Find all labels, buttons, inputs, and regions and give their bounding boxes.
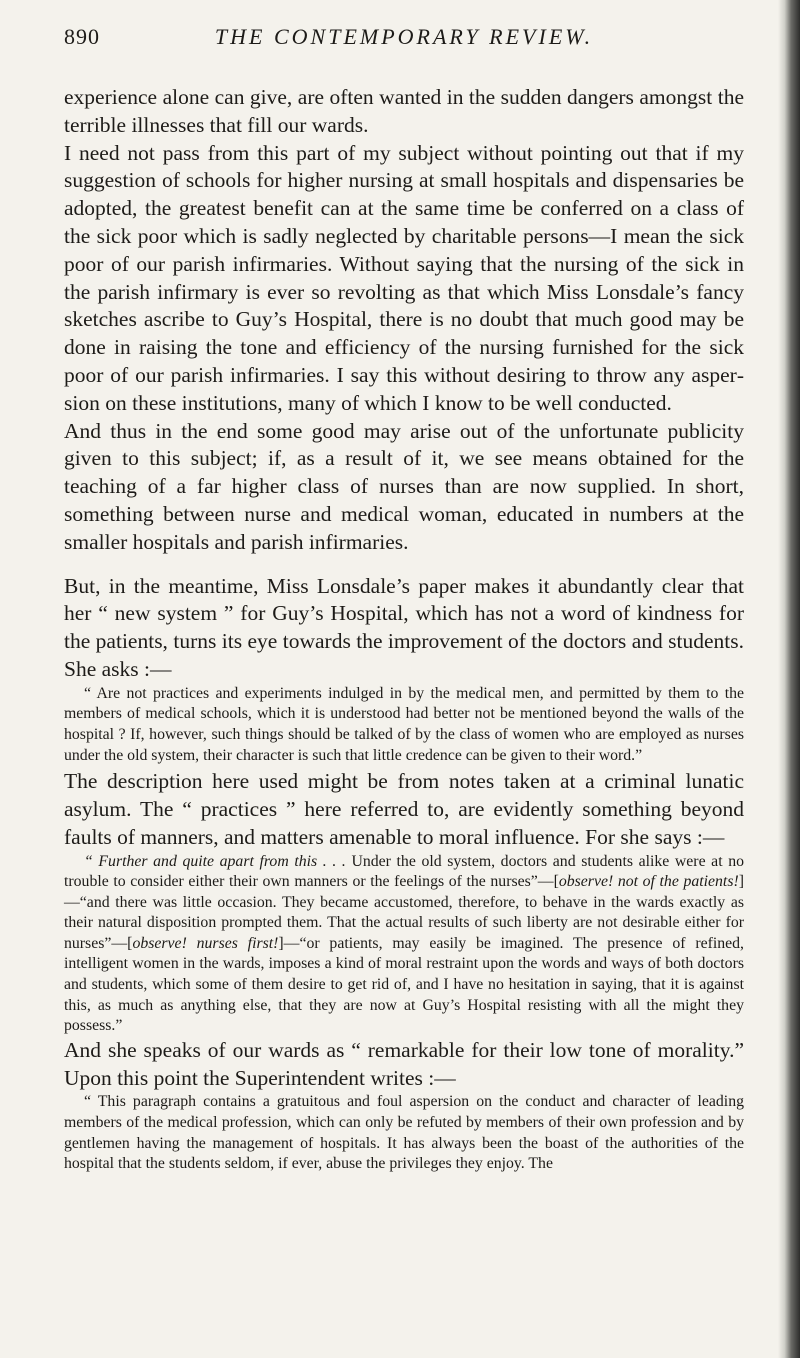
block-quote-2 (64, 852, 744, 1037)
paragraph-5: The description here used might be from notes taken at a criminal lunatic asylum. The “ practices ” here referred to, are evidently something beyond faults of manners, and matters amenable to moral influence. For she says :— (64, 769, 744, 849)
block-quote-3: “ This paragraph contains a gratuitous and foul aspersion on the conduct and character of leading members of the medical profession, which can only be refuted by members of their own profession and by gentlemen having the management of hospitals. It has always been the boast of the authorities of the hospital that the students seldom, if ever, abuse the privileges they enjoy. The (64, 1093, 744, 1173)
paragraph-6: And she speaks of our wards as “ remarkable for their low tone of morality.” Upon this point the Superintendent writes :— (64, 1037, 744, 1090)
paragraph-2: I need not pass from this part of my subject without pointing out that if my suggestion of schools for higher nursing at small hospitals and dispensaries be adopted, the greatest benefit can at the same time be conferred on a class of the sick poor which is sadly neglected by charitable persons—I mean the sick poor of our parish infirmaries. Without saying that the nursing of the sick in the parish infirmary is ever so revolting as that which Miss Lonsdale’s fancy sketches ascribe to Guy’s Hospital, there is no doubt that much good may be done in raising the tone and efficiency of the nursing furnished for the sick poor of our parish infirmaries. I say this without desiring to throw any aspersion on these institutions, many of which I know to be well conducted. (64, 140, 744, 415)
section-gap (64, 557, 744, 573)
quote-2-part-c: ]—“and there was little occasion. They became accustomed, therefore, to behave in the wards exactly as their natural disposition prompted them. That the actual results of such liberty are not desirable either for nurses”—[ (64, 873, 744, 952)
paragraph-3: And thus in the end some good may arise out of the unfortunate publicity given to this subject; if, as a result of it, we see means obtained for the teaching of a far higher class of nurses than are now supplied. In short, something between nurse and medical woman, educated in numbers at the smaller hospitals and parish infirmaries. (64, 418, 744, 554)
scan-edge-shadow (778, 0, 800, 1358)
quote-2-italic-aside-1: observe! not of the patients! (558, 873, 739, 891)
paragraph-1: experience alone can give, are often wanted in the sudden dangers amongst the terrible illnesses that fill our wards. (64, 85, 744, 137)
page-body (64, 84, 744, 1175)
running-title: THE CONTEMPORARY REVIEW. (214, 24, 594, 49)
page-number: 890 (64, 24, 100, 49)
page-header (64, 24, 744, 54)
block-quote-1: “ Are not practices and experiments indulged in by the medical men, and permitted by them to the members of medical schools, which it is understood had better not be mentioned beyond the walls of the hospital ? If, however, such things should be talked of by the class of women who are employed as nurses under the old system, their character is such that little credence can be given to their word.” (64, 684, 744, 764)
paragraph-4: But, in the meantime, Miss Lonsdale’s paper makes it abundantly clear that her “ new system ” for Guy’s Hospital, which has not a word of kindness for the patients, turns its eye towards the improvement of the doctors and students. She asks :— (64, 573, 744, 681)
quote-2-part-e: ]—“or patients, may easily be imagined. The presence of refined, intelligent women in the wards, imposes a kind of moral restraint upon the words and ways of both doctors and students, which some of them desire to get rid of, and I have no hesitation in saying, that it is against this, as much as anything else, that they are now at Guy’s Hospital resisting with all the might they possess.” (64, 934, 744, 1035)
quote-2-italic-aside-2: observe! nurses first! (132, 934, 279, 952)
quote-2-italic-opening: “ Further and quite apart from this . . . (84, 852, 346, 870)
quote-2-part-a: Under the old system, doctors and students alike were at no trouble to consider either their own manners or the feelings of the nurses”—[ (64, 852, 744, 891)
